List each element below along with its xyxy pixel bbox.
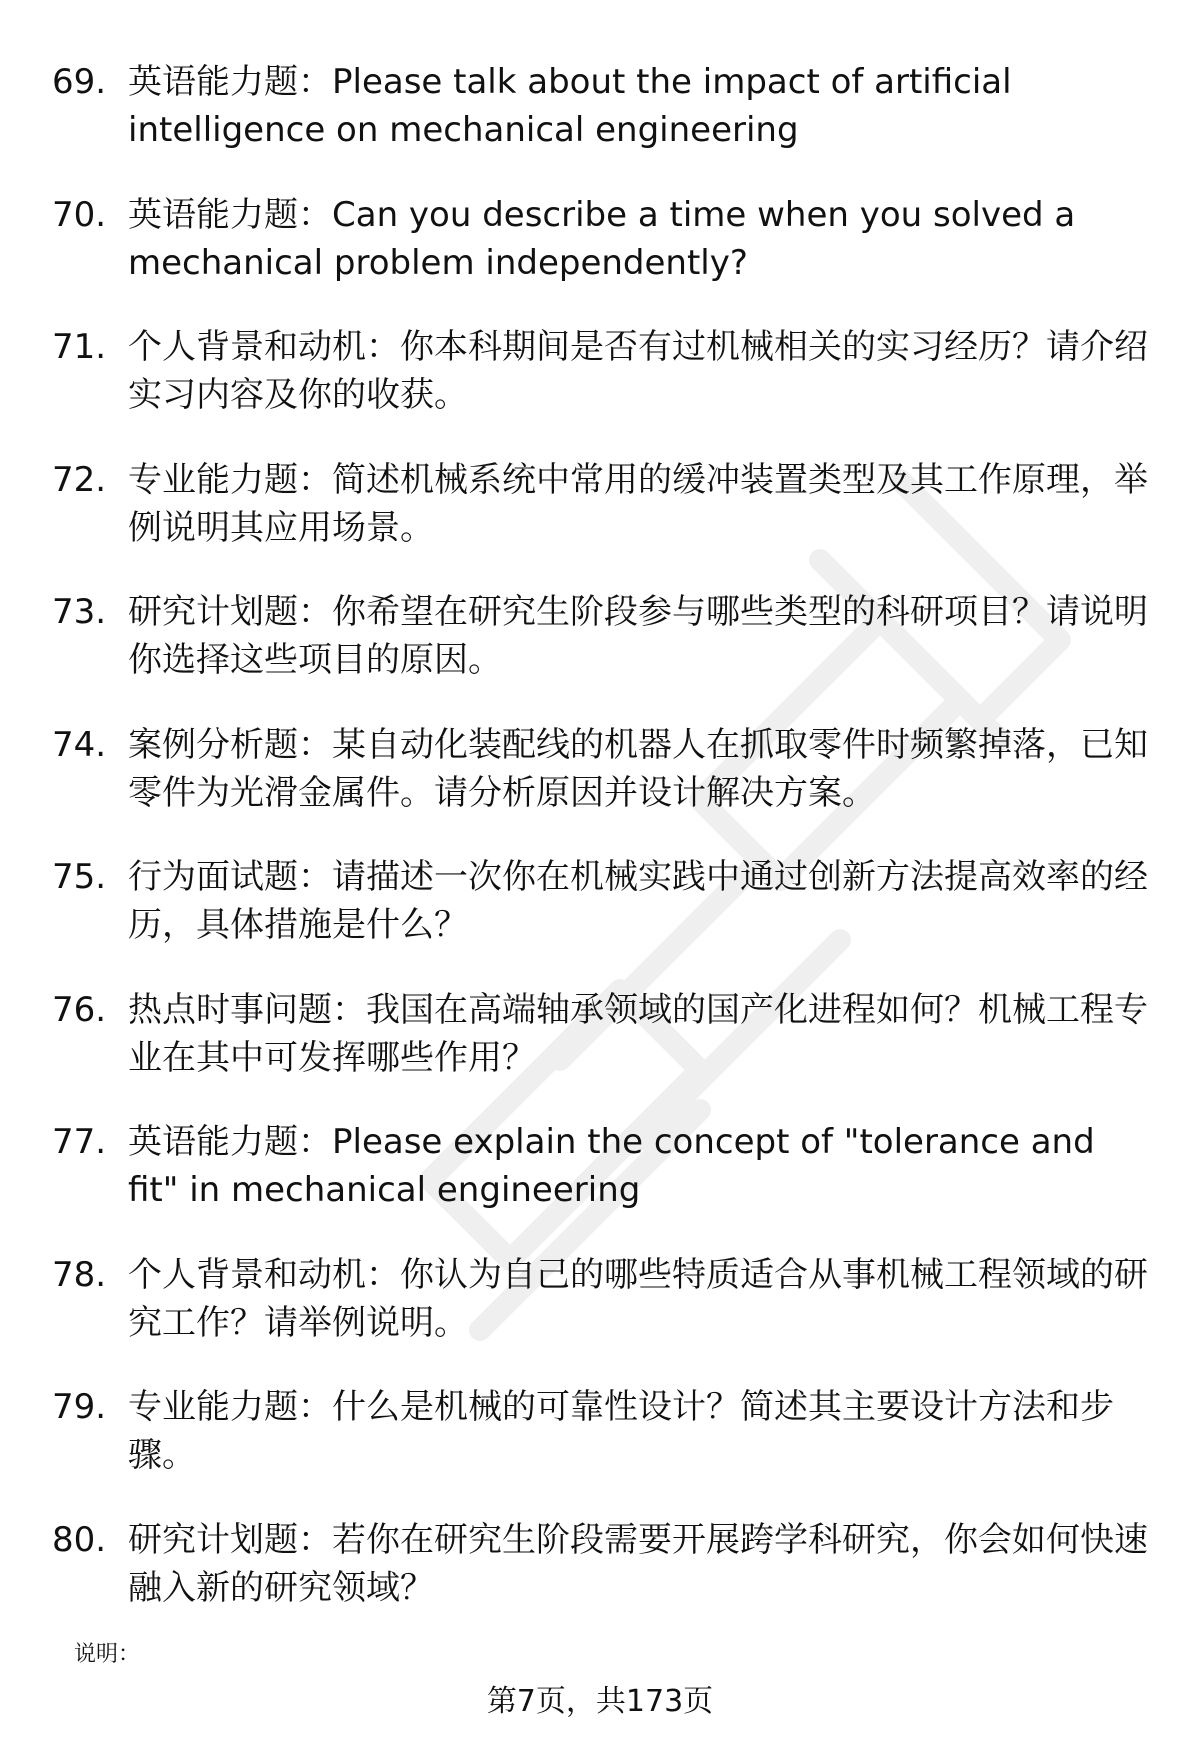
question-number: 69. (52, 62, 107, 102)
question-text: 英语能力题：Can you describe a time when you solved a mechanical problem independently? (128, 194, 1076, 283)
question-number: 73. (52, 592, 107, 632)
question-text: 热点时事问题：我国在高端轴承领域的国产化进程如何？机械工程专业在其中可发挥哪些作用？ (128, 989, 1148, 1078)
question-text: 英语能力题：Please explain the concept of "tolerance and fit" in mechanical engineering (128, 1122, 1095, 1210)
list-item (0, 1251, 1200, 1384)
question-number: 77. (52, 1122, 107, 1162)
note-label: 说明： (74, 1642, 141, 1667)
question-number: 72. (52, 459, 107, 500)
question-number: 76. (52, 989, 107, 1030)
question-number: 79. (52, 1387, 107, 1427)
question-text: 行为面试题：请描述一次你在机械实践中通过创新方法提高效率的经历，具体措施是什么？ (128, 857, 1148, 945)
list-item (0, 323, 1200, 456)
question-text: 英语能力题：Please talk about the impact of artificial intelligence on mechanical engineering (128, 62, 1012, 150)
question-number: 80. (52, 1519, 107, 1560)
list-item (0, 853, 1200, 986)
question-text: 研究计划题：若你在研究生阶段需要开展跨学科研究，你会如何快速融入新的研究领域？ (128, 1519, 1148, 1608)
list-item (0, 721, 1200, 854)
list-item (0, 191, 1200, 324)
page-footer: 第7页，共173页 (486, 1684, 714, 1719)
question-text: 专业能力题：简述机械系统中常用的缓冲装置类型及其工作原理，举例说明其应用场景。 (128, 459, 1148, 548)
question-number: 70. (52, 194, 107, 235)
question-list (0, 58, 1200, 1648)
question-text: 案例分析题：某自动化装配线的机器人在抓取零件时频繁掉落，已知零件为光滑金属件。请分析原因并设计解决方案。 (128, 724, 1148, 813)
list-item (0, 1118, 1200, 1251)
list-item (0, 1383, 1200, 1516)
list-item (0, 58, 1200, 191)
list-item (0, 456, 1200, 589)
list-item (0, 588, 1200, 721)
list-item (0, 1516, 1200, 1649)
list-item (0, 986, 1200, 1119)
question-text: 研究计划题：你希望在研究生阶段参与哪些类型的科研项目？请说明你选择这些项目的原因。 (128, 592, 1148, 680)
question-text: 个人背景和动机：你认为自己的哪些特质适合从事机械工程领域的研究工作？请举例说明。 (128, 1254, 1148, 1343)
question-text: 个人背景和动机：你本科期间是否有过机械相关的实习经历？请介绍实习内容及你的收获。 (128, 327, 1148, 415)
question-number: 75. (52, 857, 107, 897)
question-number: 78. (52, 1254, 107, 1295)
question-text: 专业能力题：什么是机械的可靠性设计？简述其主要设计方法和步骤。 (128, 1387, 1114, 1475)
question-number: 74. (52, 724, 107, 765)
question-number: 71. (52, 327, 107, 367)
